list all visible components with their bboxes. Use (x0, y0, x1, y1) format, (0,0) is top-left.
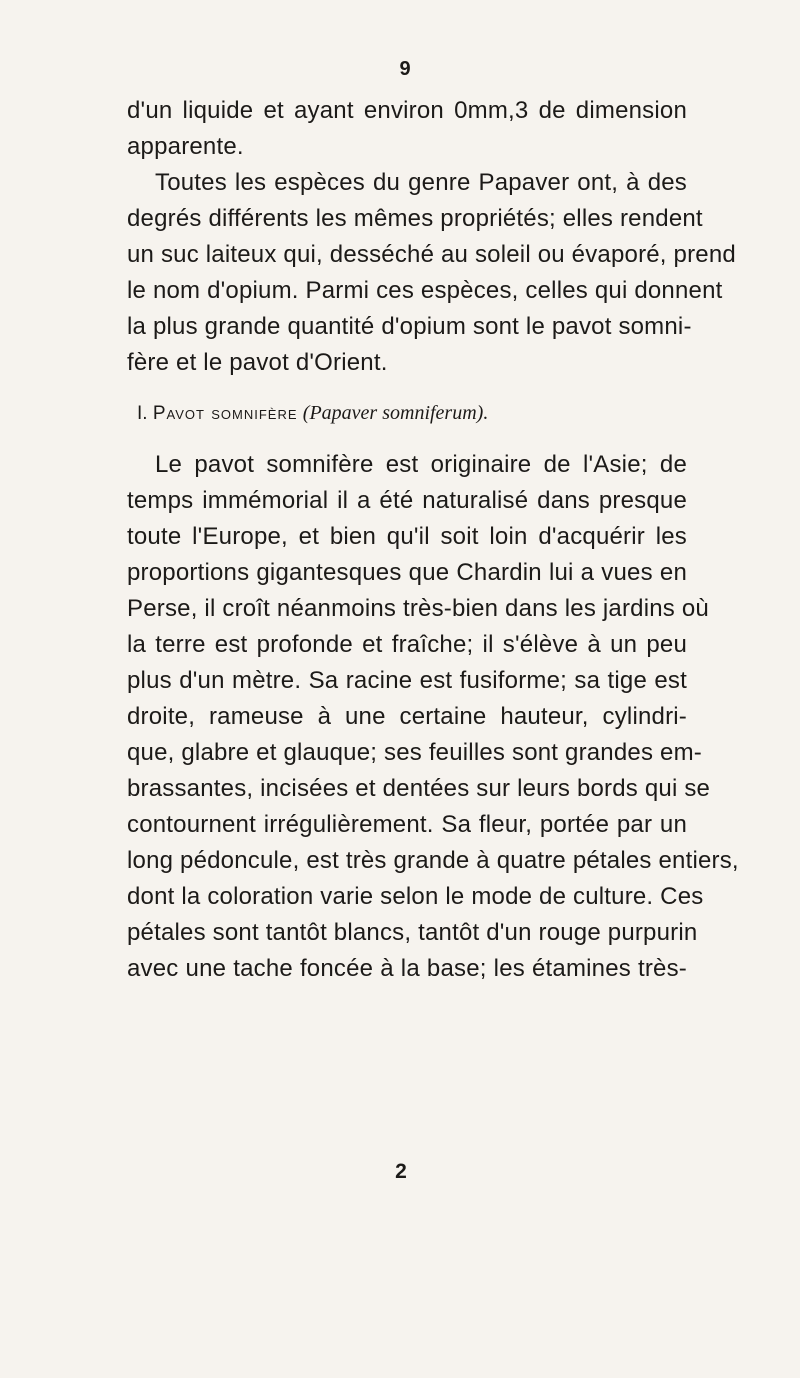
signature-mark: 2 (395, 1160, 407, 1183)
paragraph-3-line-15: avec une tache foncée à la base; les étamines très- (127, 955, 687, 982)
section-latin-name: (Papaver somniferum). (302, 402, 489, 424)
paragraph-3-line-9: que, glabre et glauque; ses feuilles sont grandes em- (127, 739, 702, 766)
paragraph-2-line-4: le nom d'opium. Parmi ces espèces, celles qui donnent (127, 277, 723, 304)
body-text (127, 93, 739, 987)
paragraph-3-line-5: Perse, il croît néanmoins très-bien dans les jardins où (127, 595, 709, 622)
paragraph-3-line-2: temps immémorial il a été naturalisé dans presque (127, 487, 687, 514)
paragraph-3-line-10: brassantes, incisées et dentées sur leurs bords qui se (127, 775, 711, 802)
section-heading (127, 399, 687, 427)
paragraph-3-line-8: droite, rameuse à une certaine hauteur, cylindri- (127, 703, 687, 730)
paragraph-3-line-12: long pédoncule, est très grande à quatre pétales entiers, (127, 847, 739, 874)
paragraph-3-line-6: la terre est profonde et fraîche; il s'élève à un peu (127, 631, 687, 658)
paragraph-2-line-6: fère et le pavot d'Orient. (127, 349, 388, 376)
page-number: 9 (399, 58, 411, 80)
paragraph-2-line-2: degrés différents les mêmes propriétés; elles rendent (127, 205, 703, 232)
section-title: Pavot somnifère (152, 403, 298, 424)
paragraph-1-line-2: apparente. (127, 133, 244, 160)
paragraph-3-line-7: plus d'un mètre. Sa racine est fusiforme; sa tige est (127, 667, 687, 694)
paragraph-3-line-3: toute l'Europe, et bien qu'il soit loin d'acquérir les (127, 523, 687, 550)
section-number: I. (137, 403, 148, 424)
paragraph-3-line-4: proportions gigantesques que Chardin lui a vues en (127, 559, 687, 586)
paragraph-2-line-3: un suc laiteux qui, desséché au soleil ou évaporé, prend (127, 241, 736, 268)
paragraph-2-line-1: Toutes les espèces du genre Papaver ont, à des (155, 169, 687, 196)
paragraph-2-line-5: la plus grande quantité d'opium sont le pavot somni- (127, 313, 692, 340)
paragraph-3-line-11: contournent irrégulièrement. Sa fleur, portée par un (127, 811, 687, 838)
paragraph-1-line-1: d'un liquide et ayant environ 0mm,3 de dimension (127, 97, 687, 124)
paragraph-3-line-14: pétales sont tantôt blancs, tantôt d'un rouge purpurin (127, 919, 698, 946)
paragraph-3-line-13: dont la coloration varie selon le mode de culture. Ces (127, 883, 704, 910)
paragraph-3-line-1: Le pavot somnifère est originaire de l'Asie; de (155, 451, 687, 478)
